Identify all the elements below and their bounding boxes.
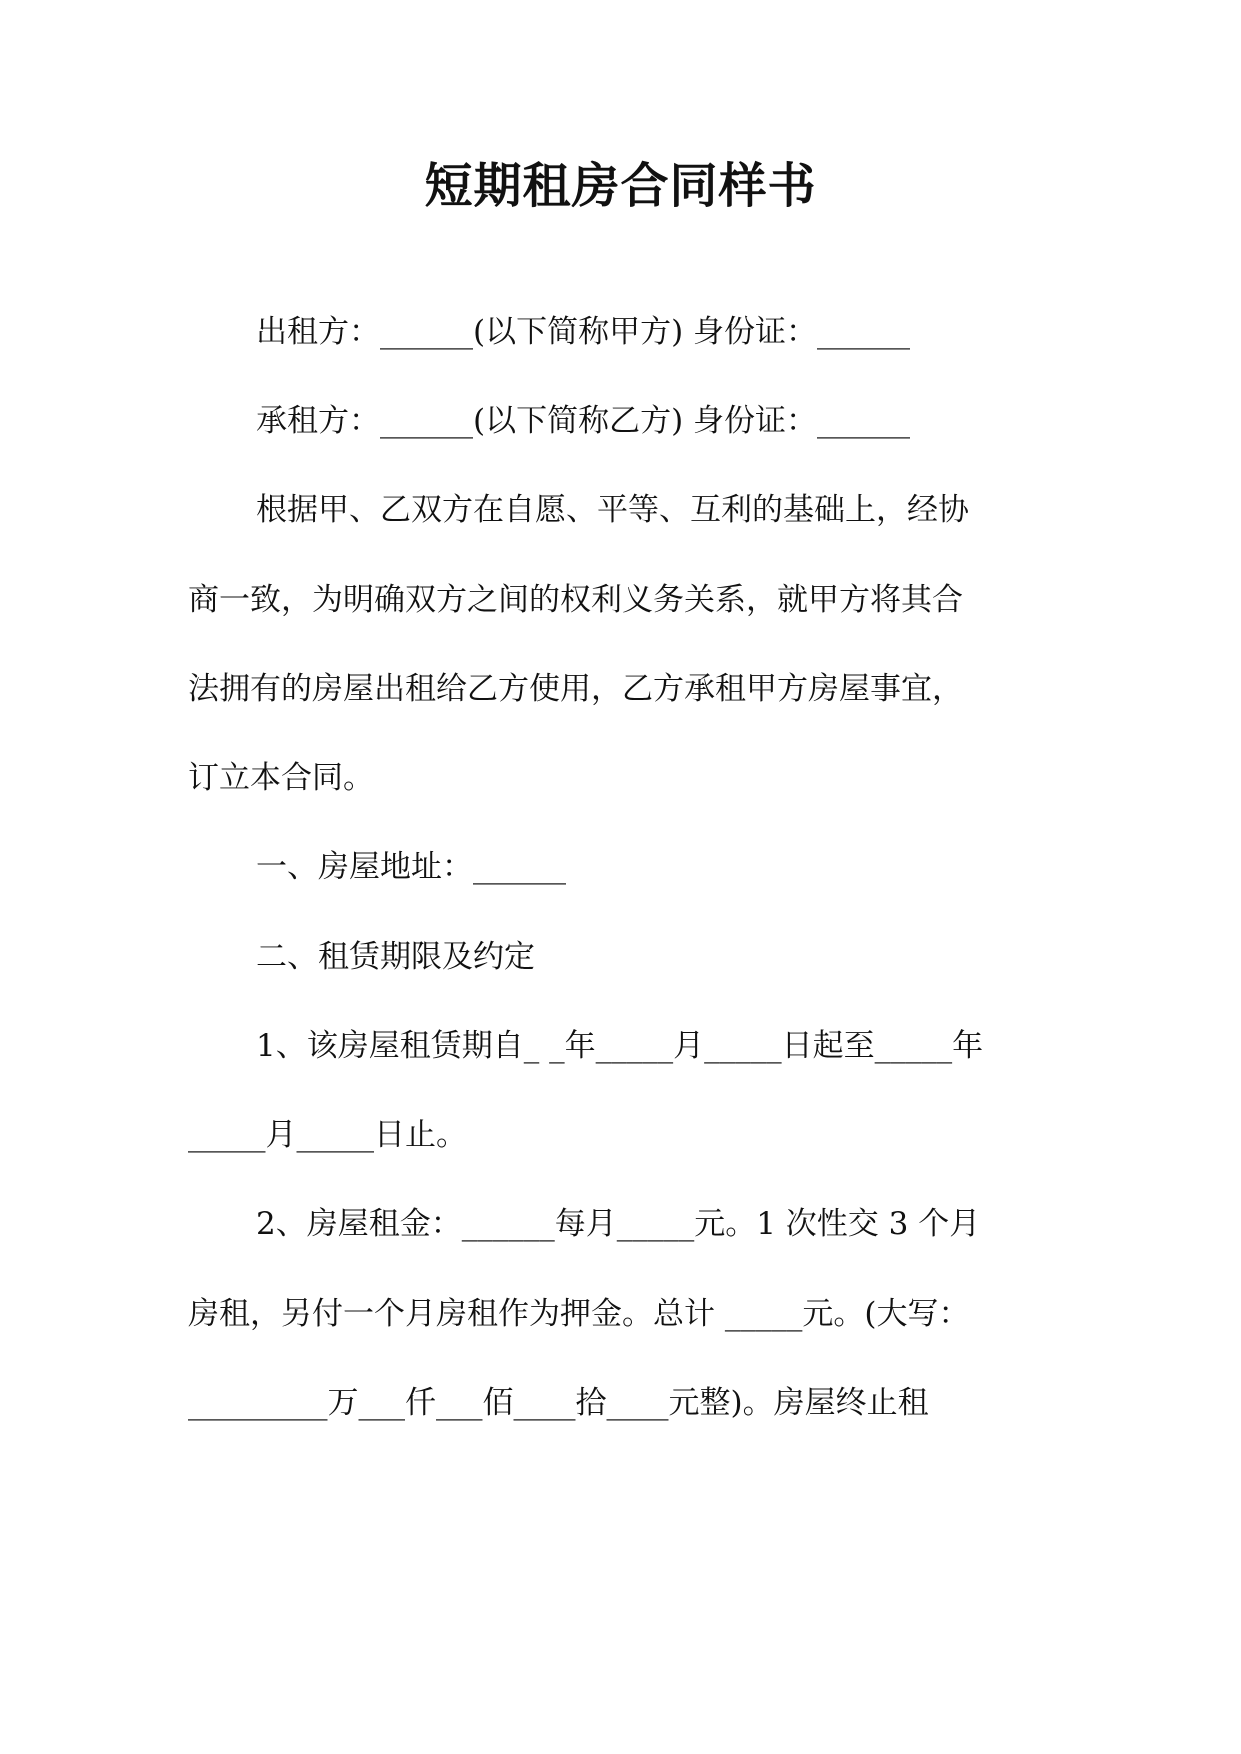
clause-line: 1、该房屋租赁期自_ _年_____月_____日起至_____年 <box>256 1028 984 1064</box>
paragraph-line: 法拥有的房屋出租给乙方使用，乙方承租甲方房屋事宜， <box>188 671 963 707</box>
document-title: 短期租房合同样书 <box>424 158 817 214</box>
section-lease-term: 二、租赁期限及约定 <box>256 939 535 975</box>
paragraph-line: 根据甲、乙双方在自愿、平等、互利的基础上，经协 <box>256 492 969 528</box>
clause-line: _________万___仟___佰____拾____元整)。房屋终止租 <box>188 1385 929 1421</box>
paragraph-line: 订立本合同。 <box>188 760 374 796</box>
lessor-line: 出租方：______(以下简称甲方) 身份证：______ <box>256 314 911 350</box>
clause-line: _____月_____日止。 <box>188 1117 467 1153</box>
paragraph-line: 商一致，为明确双方之间的权利义务关系，就甲方将其合 <box>188 582 963 618</box>
lessee-line: 承租方：______(以下简称乙方) 身份证：______ <box>256 403 911 439</box>
clause-line: 房租，另付一个月房租作为押金。总计 _____元。(大写： <box>188 1296 970 1332</box>
section-address: 一、房屋地址：______ <box>256 849 566 885</box>
clause-line: 2、房屋租金：______每月_____元。1 次性交 3 个月 <box>256 1206 981 1242</box>
